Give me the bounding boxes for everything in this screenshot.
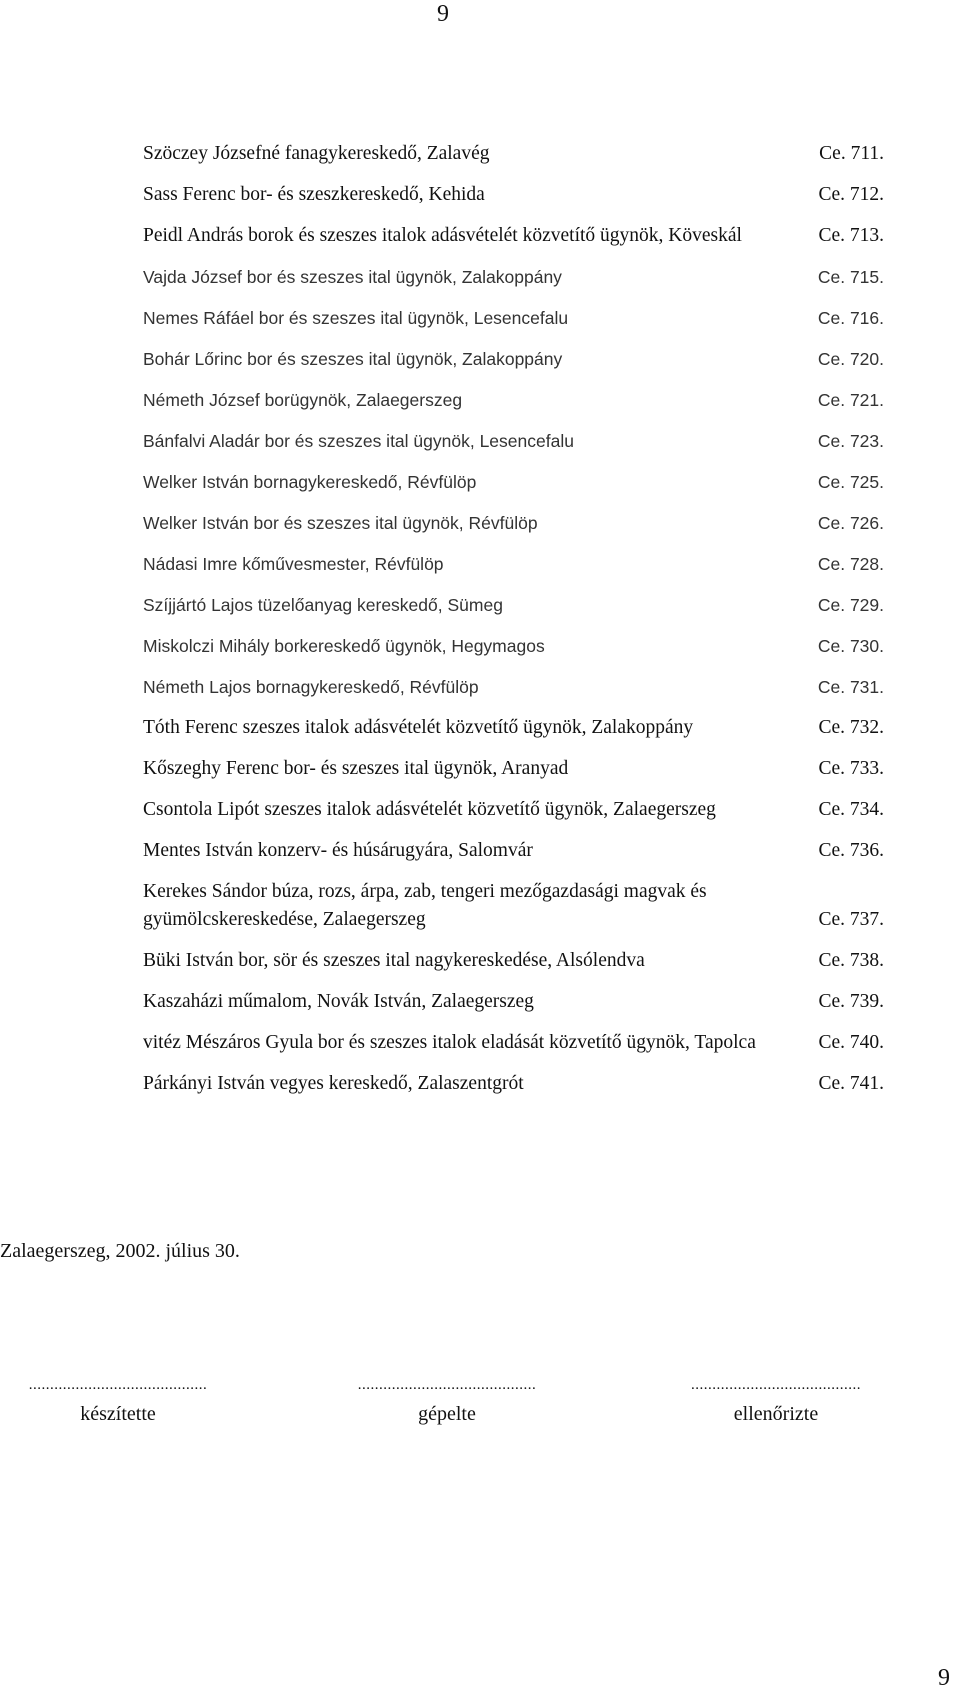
signature-line: .......................................... [28, 1377, 208, 1393]
entry-code: Ce. 729. [817, 595, 884, 615]
entry-code: Ce. 741. [818, 1073, 884, 1094]
entry-code: Ce. 723. [817, 431, 884, 451]
list-item [143, 673, 884, 701]
entry-code: Ce. 728. [817, 554, 884, 574]
entry-code: Ce. 739. [818, 991, 884, 1012]
list-item [143, 304, 884, 332]
signature-label: gépelte [418, 1403, 476, 1425]
signature-prepared [0, 1378, 236, 1426]
list-item [143, 222, 884, 250]
entry-name: Csontola Lipót szeszes italok adásvételét közvetítő ügynök, Zalaegerszeg [143, 799, 716, 820]
entry-name: Vajda József bor és szeszes ital ügynök, Zalakoppány [143, 267, 562, 287]
page-number-bottom: 9 [938, 1665, 950, 1691]
entry-code: Ce. 732. [818, 717, 884, 738]
signature-label: készítette [80, 1403, 156, 1425]
entry-name: Peidl András borok és szeszes italok adásvételét közvetítő ügynök, Köveskál [143, 225, 742, 246]
entry-code: Ce. 733. [818, 758, 884, 779]
list-item [143, 947, 884, 975]
entry-name: Miskolczi Mihály borkereskedő ügynök, Hegymagos [143, 636, 545, 656]
list-item [143, 878, 884, 934]
signature-line: .......................................... [357, 1377, 537, 1393]
list-item [143, 345, 884, 373]
page-number-top: 9 [437, 1, 449, 27]
list-item [143, 837, 884, 865]
record-list [143, 140, 884, 1111]
entry-name: Tóth Ferenc szeszes italok adásvételét közvetítő ügynök, Zalakoppány [143, 717, 694, 738]
entry-name: Nádasi Imre kőművesmester, Révfülöp [143, 554, 444, 574]
list-item [143, 550, 884, 578]
entry-name: Bánfalvi Aladár bor és szeszes ital ügynök, Lesencefalu [143, 431, 574, 451]
entry-name: Szíjjártó Lajos tüzelőanyag kereskedő, Sümeg [143, 595, 503, 615]
entry-code: Ce. 726. [817, 513, 884, 533]
entry-code: Ce. 715. [817, 267, 884, 287]
signature-line: ........................................ [691, 1377, 861, 1393]
entry-name: Mentes István konzerv- és húsárugyára, Salomvár [143, 840, 533, 861]
entry-name: Párkányi István vegyes kereskedő, Zalaszentgrót [143, 1073, 524, 1094]
entry-code: Ce. 730. [817, 636, 884, 656]
list-item [143, 632, 884, 660]
list-item [143, 755, 884, 783]
list-item [143, 1029, 884, 1057]
entry-name: Kaszaházi műmalom, Novák István, Zalaegerszeg [143, 991, 534, 1012]
signature-label: ellenőrizte [733, 1403, 819, 1425]
list-item [143, 468, 884, 496]
list-item [143, 181, 884, 209]
entry-name: Kerekes Sándor búza, rozs, árpa, zab, tengeri mezőgazdasági magvak és gyümölcskereskedése, Zalaegerszeg [143, 881, 707, 930]
entry-name: Büki István bor, sör és szeszes ital nagykereskedése, Alsólendva [143, 950, 645, 971]
entry-code: Ce. 736. [818, 840, 884, 861]
signature-typed [334, 1378, 560, 1426]
list-item [143, 988, 884, 1016]
entry-name: Németh Lajos bornagykereskedő, Révfülöp [143, 677, 479, 697]
entry-code: Ce. 725. [817, 472, 884, 492]
entry-name: Sass Ferenc bor- és szeszkereskedő, Kehida [143, 184, 485, 205]
entry-code: Ce. 721. [817, 390, 884, 410]
entry-code: Ce. 716. [817, 308, 884, 328]
entry-name: Nemes Ráfáel bor és szeszes ital ügynök, Lesencefalu [143, 308, 569, 328]
list-item [143, 1070, 884, 1098]
place-date: Zalaegerszeg, 2002. július 30. [0, 1240, 240, 1262]
signature-block [0, 1378, 886, 1458]
list-item [143, 509, 884, 537]
entry-code: Ce. 713. [818, 225, 884, 246]
entry-code: Ce. 740. [818, 1032, 884, 1053]
list-item [143, 796, 884, 824]
list-item [143, 427, 884, 455]
list-item [143, 263, 884, 291]
entry-code: Ce. 731. [817, 677, 884, 697]
entry-name: Szöczey Józsefné fanagykereskedő, Zalavég [143, 143, 490, 164]
list-item [143, 386, 884, 414]
list-item [143, 714, 884, 742]
entry-name: Németh József borügynök, Zalaegerszeg [143, 390, 463, 410]
entry-name: Welker István bornagykereskedő, Révfülöp [143, 472, 477, 492]
entry-code: Ce. 734. [818, 799, 884, 820]
entry-name: Bohár Lőrinc bor és szeszes ital ügynök, Zalakoppány [143, 349, 563, 369]
entry-code: Ce. 738. [818, 950, 884, 971]
signature-checked [666, 1378, 886, 1426]
entry-code: Ce. 712. [818, 184, 884, 205]
entry-code: Ce. 711. [819, 143, 884, 164]
list-item [143, 591, 884, 619]
entry-code: Ce. 737. [818, 909, 884, 930]
entry-code: Ce. 720. [817, 349, 884, 369]
list-item [143, 140, 884, 168]
entry-name: vitéz Mészáros Gyula bor és szeszes italok eladását közvetítő ügynök, Tapolca [143, 1032, 756, 1053]
entry-name: Kőszeghy Ferenc bor- és szeszes ital ügynök, Aranyad [143, 758, 569, 779]
entry-name: Welker István bor és szeszes ital ügynök, Révfülöp [143, 513, 538, 533]
